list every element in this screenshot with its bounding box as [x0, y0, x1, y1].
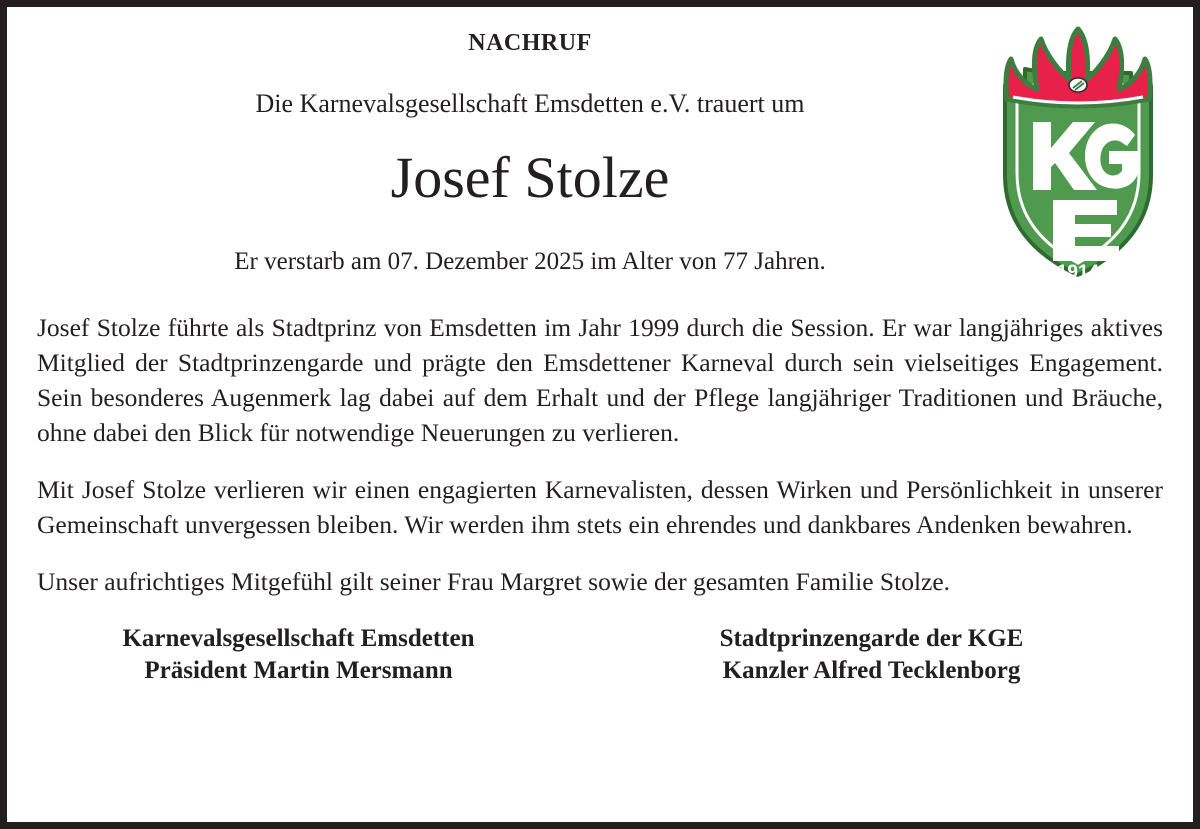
death-date-line: Er verstarb am 07. Dezember 2025 im Alter von 77 Jahren. — [234, 248, 826, 275]
body-paragraph-2: Mit Josef Stolze verlieren wir einen engagierten Karnevalisten, dessen Wirken und Persönlichkeit in unserer Gemeinschaft unvergessen bleiben. Wir werden ihm stets ein ehrendes und dankbares Andenken bewahren. — [37, 475, 1163, 539]
signature-right — [600, 623, 1163, 687]
signature-right-organisation: Stadtprinzengarde der KGE — [719, 625, 1024, 652]
body-paragraph-1: Josef Stolze führte als Stadtprinz von Emsdetten im Jahr 1999 durch die Session. Er war langjähriges aktives Mitglied der Stadtprinzengarde und prägte den Emsdettener Karneval durch sein vielseitiges Engagement. Sein besonderes Augenmerk lag dabei auf dem Erhalt und der Pflege langjähriger Traditionen und Bräuche, ohne dabei den Blick für notwendige Neuerungen zu verlieren. — [37, 313, 1163, 447]
signature-left — [37, 623, 600, 687]
deceased-name: Josef Stolze — [390, 145, 670, 210]
kge-crest-logo — [985, 25, 1171, 283]
signature-left-organisation: Karnevalsgesellschaft Emsdetten — [122, 625, 475, 652]
obituary-card — [7, 7, 1193, 822]
mourning-organisation-line: Die Karnevalsgesellschaft Emsdetten e.V. trauert um — [255, 89, 805, 118]
notice-header — [37, 30, 1163, 283]
notice-body — [37, 310, 1163, 599]
signature-left-signatory: Präsident Martin Mersmann — [144, 657, 453, 684]
body-paragraph-3: Unser aufrichtiges Mitgefühl gilt seiner Frau Margret sowie der gesamten Familie Stolze. — [37, 567, 951, 596]
signature-right-signatory: Kanzler Alfred Tecklenborg — [722, 657, 1021, 684]
notice-title: NACHRUF — [468, 30, 592, 56]
signature-block — [37, 623, 1163, 687]
crest-year-label: 1914 — [1056, 262, 1100, 283]
